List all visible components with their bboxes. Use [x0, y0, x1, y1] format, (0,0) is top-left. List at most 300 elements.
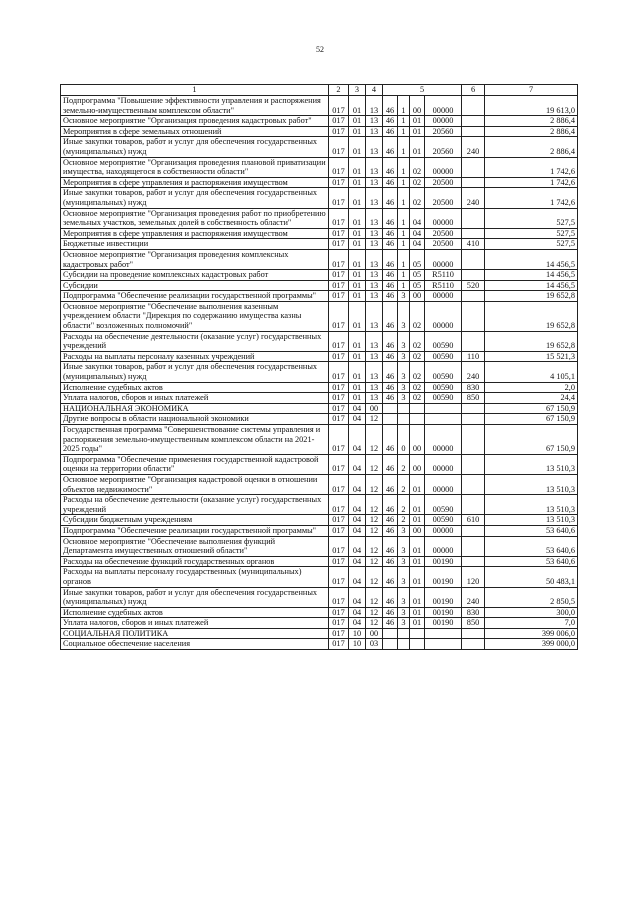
row-subsection: 13 [366, 301, 383, 331]
row-admin-code: 017 [329, 567, 349, 587]
row-section: 01 [349, 177, 366, 188]
row-program: 46 [383, 351, 398, 362]
row-subsection: 13 [366, 116, 383, 127]
row-direction: 00000 [425, 301, 462, 331]
header-col-2: 2 [329, 85, 349, 96]
row-admin-code: 017 [329, 495, 349, 515]
row-direction: 20500 [425, 239, 462, 250]
row-name: Иные закупки товаров, работ и услуг для обеспечения государственных (муниципальных) нужд [61, 137, 329, 157]
row-subprogram: 2 [398, 515, 410, 526]
row-name: Расходы на обеспечение деятельности (оказание услуг) государственных учреждений [61, 495, 329, 515]
table-row [61, 536, 578, 556]
row-admin-code: 017 [329, 351, 349, 362]
table-row [61, 382, 578, 393]
row-name: Иные закупки товаров, работ и услуг для обеспечения государственных (муниципальных) нужд [61, 362, 329, 382]
row-admin-code: 017 [329, 362, 349, 382]
row-subprogram: 1 [398, 270, 410, 281]
row-expense-type [462, 425, 485, 455]
row-program [383, 639, 398, 650]
row-subprogram: 3 [398, 536, 410, 556]
row-subsection: 12 [366, 525, 383, 536]
row-subsection: 13 [366, 208, 383, 228]
row-name: Субсидии бюджетным учреждениям [61, 515, 329, 526]
table-row [61, 188, 578, 208]
row-expense-type [462, 495, 485, 515]
row-name: Мероприятия в сфере управления и распоряжения имуществом [61, 177, 329, 188]
table-row [61, 628, 578, 639]
row-activity: 05 [410, 249, 425, 269]
row-subsection: 13 [366, 96, 383, 116]
row-name: Основное мероприятие "Организация проведения работ по приобретению земельных участков, земельных долей в собственность области" [61, 208, 329, 228]
row-subsection: 13 [366, 239, 383, 250]
row-subprogram: 1 [398, 137, 410, 157]
row-subprogram [398, 628, 410, 639]
row-direction: 00000 [425, 157, 462, 177]
row-amount: 2 886,4 [485, 137, 578, 157]
row-subprogram: 3 [398, 301, 410, 331]
row-program: 46 [383, 393, 398, 404]
row-amount: 527,5 [485, 208, 578, 228]
row-subsection: 12 [366, 556, 383, 567]
table-row [61, 454, 578, 474]
row-expense-type: 110 [462, 351, 485, 362]
row-expense-type [462, 157, 485, 177]
row-name: Мероприятия в сфере управления и распоряжения имуществом [61, 228, 329, 239]
row-name: Расходы на выплаты персоналу казенных учреждений [61, 351, 329, 362]
row-subprogram: 1 [398, 208, 410, 228]
row-direction: R5110 [425, 280, 462, 291]
table-row [61, 607, 578, 618]
row-section: 01 [349, 249, 366, 269]
row-activity: 01 [410, 618, 425, 629]
row-subsection: 13 [366, 188, 383, 208]
table-row [61, 249, 578, 269]
row-admin-code: 017 [329, 393, 349, 404]
row-admin-code: 017 [329, 639, 349, 650]
row-subsection: 13 [366, 331, 383, 351]
row-name: Государственная программа "Совершенствование системы управления и распоряжения земельно-имущественным комплексом области на 2021-2025 годы" [61, 425, 329, 455]
row-subsection: 12 [366, 474, 383, 494]
row-amount: 67 150,9 [485, 414, 578, 425]
row-name: Подпрограмма "Обеспечение применения государственной кадастровой оценки на территории области" [61, 454, 329, 474]
row-subprogram: 3 [398, 567, 410, 587]
row-section: 01 [349, 331, 366, 351]
row-name: Основное мероприятие "Организация кадастровой оценки в отношении объектов недвижимости" [61, 474, 329, 494]
row-expense-type: 240 [462, 137, 485, 157]
row-section: 01 [349, 96, 366, 116]
row-name: Исполнение судебных актов [61, 382, 329, 393]
row-subprogram: 1 [398, 228, 410, 239]
row-program: 46 [383, 228, 398, 239]
row-expense-type [462, 536, 485, 556]
row-activity: 01 [410, 536, 425, 556]
row-expense-type [462, 126, 485, 137]
row-subsection: 13 [366, 126, 383, 137]
row-section: 10 [349, 639, 366, 650]
row-program: 46 [383, 607, 398, 618]
row-program: 46 [383, 208, 398, 228]
row-admin-code: 017 [329, 126, 349, 137]
row-section: 01 [349, 228, 366, 239]
row-subsection: 13 [366, 137, 383, 157]
row-subprogram: 2 [398, 474, 410, 494]
row-amount: 67 150,9 [485, 403, 578, 414]
row-subprogram: 0 [398, 425, 410, 455]
table-row [61, 331, 578, 351]
row-amount: 7,0 [485, 618, 578, 629]
row-activity: 01 [410, 587, 425, 607]
row-amount: 14 456,5 [485, 280, 578, 291]
row-direction [425, 628, 462, 639]
row-subprogram: 3 [398, 618, 410, 629]
row-subprogram: 3 [398, 525, 410, 536]
row-section: 04 [349, 556, 366, 567]
row-activity: 02 [410, 362, 425, 382]
row-section: 04 [349, 474, 366, 494]
row-direction [425, 639, 462, 650]
row-admin-code: 017 [329, 188, 349, 208]
row-admin-code: 017 [329, 628, 349, 639]
row-subprogram: 1 [398, 116, 410, 127]
row-admin-code: 017 [329, 301, 349, 331]
row-program: 46 [383, 425, 398, 455]
row-subprogram: 3 [398, 393, 410, 404]
row-direction: 00000 [425, 425, 462, 455]
row-program: 46 [383, 291, 398, 302]
row-section: 01 [349, 137, 366, 157]
row-section: 04 [349, 618, 366, 629]
page-number: 52 [316, 45, 324, 54]
row-subprogram: 1 [398, 177, 410, 188]
row-activity: 01 [410, 556, 425, 567]
table-row [61, 587, 578, 607]
row-activity: 00 [410, 425, 425, 455]
row-amount: 300,0 [485, 607, 578, 618]
row-admin-code: 017 [329, 607, 349, 618]
row-name: Расходы на обеспечение деятельности (оказание услуг) государственных учреждений [61, 331, 329, 351]
row-subsection: 13 [366, 270, 383, 281]
row-subprogram [398, 639, 410, 650]
row-expense-type: 520 [462, 280, 485, 291]
row-direction: 20500 [425, 177, 462, 188]
row-subprogram: 3 [398, 291, 410, 302]
row-admin-code: 017 [329, 382, 349, 393]
row-direction: 00000 [425, 454, 462, 474]
row-direction: 00590 [425, 495, 462, 515]
row-amount: 19 652,8 [485, 291, 578, 302]
row-direction: 00000 [425, 116, 462, 127]
row-subsection: 13 [366, 393, 383, 404]
row-section: 01 [349, 351, 366, 362]
row-subprogram: 1 [398, 249, 410, 269]
row-direction: 20560 [425, 126, 462, 137]
row-subsection: 12 [366, 495, 383, 515]
row-name: Уплата налогов, сборов и иных платежей [61, 393, 329, 404]
row-activity: 00 [410, 525, 425, 536]
row-section: 10 [349, 628, 366, 639]
table-row [61, 270, 578, 281]
row-activity: 00 [410, 291, 425, 302]
row-direction: 00590 [425, 362, 462, 382]
table-row [61, 351, 578, 362]
row-name: Основное мероприятие "Организация проведения комплексных кадастровых работ" [61, 249, 329, 269]
row-admin-code: 017 [329, 403, 349, 414]
row-program: 46 [383, 280, 398, 291]
row-subsection: 12 [366, 567, 383, 587]
row-subsection: 12 [366, 536, 383, 556]
row-expense-type [462, 525, 485, 536]
table-row [61, 618, 578, 629]
row-activity: 02 [410, 157, 425, 177]
row-direction: 00590 [425, 331, 462, 351]
row-activity: 01 [410, 116, 425, 127]
row-program [383, 414, 398, 425]
row-subprogram: 3 [398, 382, 410, 393]
row-admin-code: 017 [329, 414, 349, 425]
row-subsection: 00 [366, 628, 383, 639]
row-section: 04 [349, 567, 366, 587]
row-amount: 19 613,0 [485, 96, 578, 116]
row-subsection: 13 [366, 351, 383, 362]
row-amount: 53 640,6 [485, 525, 578, 536]
row-program: 46 [383, 454, 398, 474]
row-expense-type [462, 228, 485, 239]
table-row [61, 96, 578, 116]
row-section: 01 [349, 126, 366, 137]
header-col-1: 1 [61, 85, 329, 96]
row-subprogram: 1 [398, 188, 410, 208]
row-expense-type: 830 [462, 382, 485, 393]
row-expense-type: 830 [462, 607, 485, 618]
row-amount: 2,0 [485, 382, 578, 393]
row-program [383, 403, 398, 414]
row-amount: 2 886,4 [485, 116, 578, 127]
row-subsection: 12 [366, 607, 383, 618]
row-program: 46 [383, 126, 398, 137]
row-expense-type [462, 331, 485, 351]
row-admin-code: 017 [329, 208, 349, 228]
row-subprogram: 1 [398, 126, 410, 137]
row-program: 46 [383, 331, 398, 351]
row-name: Основное мероприятие "Обеспечение выполнения казенным учреждением области "Дирекция по содержанию имущества казны области" возложенных полномочий" [61, 301, 329, 331]
row-activity: 02 [410, 301, 425, 331]
table-row [61, 137, 578, 157]
table-row [61, 228, 578, 239]
row-name: НАЦИОНАЛЬНАЯ ЭКОНОМИКА [61, 403, 329, 414]
row-direction: 20500 [425, 188, 462, 208]
row-subsection: 12 [366, 454, 383, 474]
row-amount: 4 105,1 [485, 362, 578, 382]
row-amount: 527,5 [485, 239, 578, 250]
row-program: 46 [383, 137, 398, 157]
row-program: 46 [383, 474, 398, 494]
row-name: Подпрограмма "Повышение эффективности управления и распоряжения земельно-имущественным комплексом области" [61, 96, 329, 116]
row-program: 46 [383, 362, 398, 382]
row-activity [410, 403, 425, 414]
row-section: 01 [349, 239, 366, 250]
row-subprogram [398, 414, 410, 425]
row-program: 46 [383, 536, 398, 556]
row-subsection: 03 [366, 639, 383, 650]
row-program: 46 [383, 495, 398, 515]
row-activity: 02 [410, 382, 425, 393]
row-direction: 00590 [425, 515, 462, 526]
row-activity: 01 [410, 137, 425, 157]
row-section: 04 [349, 454, 366, 474]
row-expense-type: 410 [462, 239, 485, 250]
table-row [61, 525, 578, 536]
row-amount: 13 510,3 [485, 474, 578, 494]
row-direction: 00190 [425, 587, 462, 607]
row-subsection: 13 [366, 280, 383, 291]
row-subprogram: 1 [398, 96, 410, 116]
header-row [61, 85, 578, 96]
row-section: 01 [349, 157, 366, 177]
row-direction: 00190 [425, 567, 462, 587]
row-expense-type: 240 [462, 188, 485, 208]
row-amount: 399 006,0 [485, 628, 578, 639]
row-admin-code: 017 [329, 474, 349, 494]
row-section: 01 [349, 208, 366, 228]
row-admin-code: 017 [329, 270, 349, 281]
row-admin-code: 017 [329, 425, 349, 455]
row-section: 01 [349, 270, 366, 281]
header-col-3: 3 [349, 85, 366, 96]
row-section: 04 [349, 607, 366, 618]
table-row [61, 393, 578, 404]
row-activity: 05 [410, 280, 425, 291]
row-activity [410, 639, 425, 650]
row-activity: 04 [410, 208, 425, 228]
row-expense-type [462, 249, 485, 269]
row-subprogram: 3 [398, 351, 410, 362]
row-subprogram: 3 [398, 331, 410, 351]
row-expense-type: 610 [462, 515, 485, 526]
row-amount: 2 850,5 [485, 587, 578, 607]
row-name: Основное мероприятие "Обеспечение выполнения функций Департамента имущественных отношений области" [61, 536, 329, 556]
row-activity [410, 628, 425, 639]
row-subsection: 12 [366, 515, 383, 526]
row-direction: 00000 [425, 525, 462, 536]
row-subsection: 12 [366, 414, 383, 425]
row-expense-type [462, 639, 485, 650]
row-subprogram: 2 [398, 495, 410, 515]
row-subprogram: 3 [398, 607, 410, 618]
row-activity: 04 [410, 239, 425, 250]
table-row [61, 280, 578, 291]
row-direction: 20500 [425, 228, 462, 239]
row-admin-code: 017 [329, 331, 349, 351]
row-section: 01 [349, 393, 366, 404]
row-program: 46 [383, 382, 398, 393]
table-row [61, 474, 578, 494]
row-amount: 24,4 [485, 393, 578, 404]
row-admin-code: 017 [329, 525, 349, 536]
row-direction [425, 414, 462, 425]
table-row [61, 403, 578, 414]
row-admin-code: 017 [329, 454, 349, 474]
row-amount: 13 510,3 [485, 495, 578, 515]
row-amount: 1 742,6 [485, 177, 578, 188]
row-subsection: 13 [366, 362, 383, 382]
row-direction: 00000 [425, 96, 462, 116]
table-row [61, 301, 578, 331]
row-section: 04 [349, 587, 366, 607]
row-name: Субсидии [61, 280, 329, 291]
table-row [61, 425, 578, 455]
row-amount: 1 742,6 [485, 157, 578, 177]
row-section: 04 [349, 403, 366, 414]
row-subsection: 12 [366, 587, 383, 607]
table-row [61, 515, 578, 526]
row-expense-type [462, 301, 485, 331]
row-amount: 2 886,4 [485, 126, 578, 137]
row-section: 04 [349, 425, 366, 455]
row-amount: 13 510,3 [485, 454, 578, 474]
row-amount: 13 510,3 [485, 515, 578, 526]
table-row [61, 177, 578, 188]
row-admin-code: 017 [329, 515, 349, 526]
row-section: 01 [349, 116, 366, 127]
row-program: 46 [383, 587, 398, 607]
row-section: 04 [349, 495, 366, 515]
row-expense-type [462, 474, 485, 494]
row-section: 01 [349, 280, 366, 291]
row-direction: 00590 [425, 382, 462, 393]
row-activity: 01 [410, 515, 425, 526]
row-activity [410, 414, 425, 425]
row-name: Подпрограмма "Обеспечение реализации государственной программы" [61, 291, 329, 302]
row-program: 46 [383, 188, 398, 208]
row-activity: 01 [410, 495, 425, 515]
row-activity: 01 [410, 474, 425, 494]
row-activity: 04 [410, 228, 425, 239]
row-program: 46 [383, 157, 398, 177]
row-direction: 00000 [425, 291, 462, 302]
row-amount: 19 652,8 [485, 331, 578, 351]
row-admin-code: 017 [329, 116, 349, 127]
header-col-6: 6 [462, 85, 485, 96]
row-direction: 00590 [425, 393, 462, 404]
row-program [383, 628, 398, 639]
row-subprogram: 3 [398, 362, 410, 382]
row-expense-type [462, 454, 485, 474]
row-expense-type [462, 270, 485, 281]
row-program: 46 [383, 618, 398, 629]
row-activity: 01 [410, 126, 425, 137]
row-name: Исполнение судебных актов [61, 607, 329, 618]
table-row [61, 567, 578, 587]
row-expense-type [462, 403, 485, 414]
row-direction: R5110 [425, 270, 462, 281]
row-admin-code: 017 [329, 280, 349, 291]
table-row [61, 208, 578, 228]
row-subsection: 00 [366, 403, 383, 414]
row-direction: 00190 [425, 607, 462, 618]
row-name: Подпрограмма "Обеспечение реализации государственной программы" [61, 525, 329, 536]
row-activity: 02 [410, 393, 425, 404]
row-admin-code: 017 [329, 228, 349, 239]
row-activity: 01 [410, 607, 425, 618]
row-section: 04 [349, 525, 366, 536]
row-program: 46 [383, 116, 398, 127]
row-admin-code: 017 [329, 96, 349, 116]
row-program: 46 [383, 525, 398, 536]
row-amount: 1 742,6 [485, 188, 578, 208]
row-expense-type [462, 414, 485, 425]
row-direction: 00190 [425, 556, 462, 567]
row-section: 01 [349, 188, 366, 208]
